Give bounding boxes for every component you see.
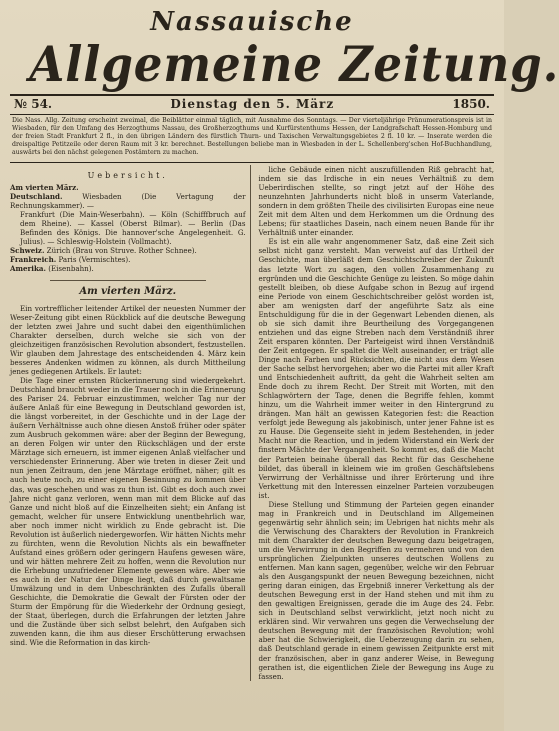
article-body-right [259, 165, 495, 681]
overview-line-text: Wiesbaden (Die Vertagung der Rechnungskammer). — [10, 192, 246, 211]
article-heading: Am vierten März. [79, 285, 177, 297]
overview-line-text: Paris (Vermischtes). [56, 255, 131, 265]
overview-line-label: Frankreich. [10, 255, 57, 265]
columns [10, 165, 494, 681]
overview-list [10, 183, 246, 273]
overview-line-label: Schweiz. [10, 246, 45, 256]
overview-line [10, 192, 246, 210]
overview-line [10, 264, 246, 273]
subscription-notice: Die Nass. Allg. Zeitung erscheint zweimal, die Beiblätter einmal täglich, mit Ausnahme des Sonntags. — Der vierteljährige Pränumerationspreis ist in Wiesbaden, für den Umfang des Herzogthums Nassau, des Großherzogthums und Kurfürstenthums Hessen, der Landgrafschaft Hessen-Homburg und der freien Stadt Frankfurt 2 fl., in den übrigen Ländern des fürstlich Thurn- und Taxischen Verwaltungsgebietes 2 fl. 10 kr. — Inserate werden die dreispaltige Petitzeile oder deren Raum mit 3 kr. berechnet. Bestellungen beliebe man in Wiesbaden in der L. Schellenberg'schen Hof-Buchhandlung, auswärts bei den nächst gelegenen Postämtern zu machen. [12, 117, 492, 156]
overview-line-label: Deutschland. [10, 192, 63, 202]
article-body-left [10, 304, 246, 648]
right-column [259, 165, 495, 681]
article-paragraph: Es ist ein alle wahr angenommener Satz, daß eine Zeit sich selbst nicht ganz versteht. Man verweist auf das Urtheil der Geschichte, man überläßt dem Geschichtschreiber der Zukunft das letzte Wort zu sagen, den vollen Zusammenhang zu ergründen und die Geschichte Genüge zu leisten. So möge dahin gestellt bleiben, ob diese Aufgabe schon in Bezug auf irgend eine Periode von einem Geschichtschreiber gelöst worden ist, aber am wenigsten darf der angeführte Satz als eine Entschuldigung für die in der Gegenwart Lebenden dienen, als ob sie sich damit ihre Beurtheilung des Vorgegangenen entziehen und das eigne Streben nach dem Verständniß ihrer Zeit ersparen könnten. Der Parteigeist wird ihnen Verständniß der Zeit entgegen. Er spaltet die Welt auseinander, er trägt alle Dinge nach Farben und Rücksichten, die nicht aus dem Wesen der Sache selbst hervorgehen; aber wo die Partei mit aller Kraft und Entschiedenheit auftritt, da geht die Wahrheit selten am Ende doch zu ihrem Recht. Der Streit mit Worten, mit den Schlagwörtern der Tage, denen die Begriffe fehlen, kommt hinzu, um die Wahrheit immer weiter in den Hintergrund zu drängen. Man hält an gewissen Kategorien fest: die Reaction verfolgt jede Bewegung als jakobinisch, unter jener Fahne ist es zu Hause. Die Gegenseite sieht in jedem Bestehenden, in jeder Macht nur die Reaction, und in jedem Widerstand ein Werk der finstern Mächte der Vergangenheit. So kommt es, daß die Macht der Parteien beinahe überall das Recht für das Geschehene bildet, das überall in kleinem wie im großen Geschäftslebens Verwirrung der Verhältnisse und ihrer Erörterung und ihre Verkettung mit den Interessen einzelner Parteien vorzubeugen ist. [258, 237, 494, 500]
masthead-line2: Allgemeine Zeitung. [29, 35, 559, 93]
overview-line-label: Am vierten März. [10, 183, 79, 193]
overview-line [10, 255, 246, 264]
issue-number: № 54. [14, 97, 53, 111]
overview-line [10, 183, 246, 192]
overview-line [10, 246, 246, 255]
left-column [10, 165, 251, 681]
section-rule [50, 280, 206, 281]
overview-line-text: Frankfurt (Die Main-Weserbahn). — Köln (Schifffbruch auf dem Rheine). — Kassel (Oberst Bilmar). — Berlin (Das Befinden des Königs. Die hannover'sche Angelegenheit. G. Julius). — Schleswig-Holstein (Vollmacht). [20, 210, 246, 247]
issue-date: Dienstag den 5. März [170, 97, 335, 111]
article-paragraph: liche Gebäude einen nicht auszufüllenden Riß gebracht hat, indem sie das Irdische in ein neues Verhältniß zu dem Ueberirdischen stellte, so ringt jetzt auf der Höhe des neunzehnten Jahrhunderts nicht bloß in unserm Vaterlande, sondern in dem größten Theile des civilisirten Europas eine neue Zeit mit dem Alten und dem Herkommen um die Ordnung des Lebens; für staatliches Dasein, nach einem neuen Bande für ihr Verhältniß unter einander. [258, 165, 495, 238]
article-paragraph: Diese Stellung und Stimmung der Parteien gegen einander mag in Frankreich und in Deutschland im Allgemeinen gegenwärtig sehr ähnlich sein; im Uebrigen hat nichts mehr als die Verwischung des Charakters der Revolution in Frankreich mit dem Charakter der deutschen Bewegung dazu beigetragen, um die Verwirrung in den Begriffen zu vermehren und von den ursprünglichen Zielpunkten unseres deutschen Wollens zu entfernen. Man kann sagen, gegenüber, welche wir den Februar als den Ausgangspunkt der neuen Bewegung bezeichnen, nicht gering daran einigen, das Ergebniß innerer Verkettung als der deutschen Bewegung erst in der Hand stehen und mit ihm zu den gewaltigen Ereignissen, gerade die im Auge des 24. Febr. sich in Deutschland selbst verwirklicht, jetzt noch nicht zu erklären sind. Wir verwahren uns gegen die Verwechselung der deutschen Bewegung mit der französischen Revolution; wohl aber hat die Schwierigkeit, die Ueberzeugung darin zu sehen, daß Deutschland gerade in einem gewissen Zeitpunkte erst mit der französischen, aber in ganz anderer Weise, in Bewegung gerathen ist, die eigentlichen Ziele der Bewegung ins Auge zu fassen. [258, 499, 494, 681]
overview-line-label: Amerika. [10, 264, 46, 274]
masthead-line1: Nassauische [150, 7, 354, 37]
heading-rule [80, 299, 176, 300]
article-paragraph: Ein vortrefflicher leitender Artikel der neuesten Nummer der Weser-Zeitung gibt einen Rückblick auf die deutsche Bewegung der letzten zwei Jahre und sucht dabei den eigenthümlichen Charakter derselben, durch welche sie sich von der gleichzeitigen französischen Revolution absondert, festzustellen. Wir glauben dem Jahrestage des entscheidenden 4. März kein besseres Andenken widmen zu können, als durch Mittheilung jenes gediegenen Artikels. Er lautet: [10, 303, 246, 376]
overview-line-text: Zürich (Brau von Struve. Rother Schnee). [44, 246, 197, 256]
notice-rule [10, 162, 494, 163]
overview-line-text: (Eisenbahn). [45, 264, 94, 274]
overview-line [10, 210, 246, 246]
issue-year: 1850. [452, 97, 490, 111]
article-paragraph: Die Tage einer ernsten Rückerinnerung sind wiedergekehrt. Deutschland braucht weder in die Trauer noch in die Erinnerung des Pariser 24. Februar einzustimmen, welcher Tag nur der äußere Anlaß für eine Bewegung in Deutschland geworden ist, die längst vorbereitet, in der Geschichte und in der Lage der äußern Verhältnisse auch ohne diesen Anstoß früher oder später zum Ausbruch gekommen wäre: aber der Beginn der Bewegung, an deren Folgen wir unter den Rückschlägen und der erste Märztage sich erneuern, ist immer eigenen Anlaß vielfacher und verschiedenster Erinnerung. Aber wie treten in dieser Zeit und nun jenen Zeitraum, den jene Märztage eröffnet, näher; gilt es auch heute noch, zu einer eigenen Besinnung zu kommen über das, was geschehen und was zu thun ist. Gibt es doch auch zwei Jahre nicht ganz verloren, wenn man mit dem Blicke auf das Ganze und nicht bloß auf die Einzelheiten sieht; ein Anfang ist gemacht, welcher für unsere Entwicklung unentbehrlich war, aber noch immer nicht wirklich zu Ende gebracht ist. Die Revolution ist äußerlich niedergeworfen. Wir hätten Nichts mehr zu fürchten, wenn die Revolution Nichts als ein bewaffneter Aufstand eines größern oder geringern Haufens gewesen wäre, und wir hätten mehrere Zeit zu hoffen, wenn die Revolution nur die Erhebung unzufriedener Elemente gewesen wäre. Aber wie es auch in der Natur der Dinge liegt, daß durch gewaltsame Umwälzung und in dem Unbeschränkten des Zufalls überall Geschichte, die Demokratie die Gewalt der Fürsten oder der Sturm der Empörung für die Wiederkehr der Ordnung gesiegt, der Staat, überlegen, durch die Erfahrungen der letzten Jahre und die Zustände über sich selbst belehrt, den Aufgaben sich zuwenden kann, die ihm aus dieser Erschütterung erwachsen sind. Wie die Reformation in das kirch- [10, 375, 246, 648]
dateline [10, 96, 494, 112]
overview-heading: Uebersicht. [87, 171, 168, 180]
